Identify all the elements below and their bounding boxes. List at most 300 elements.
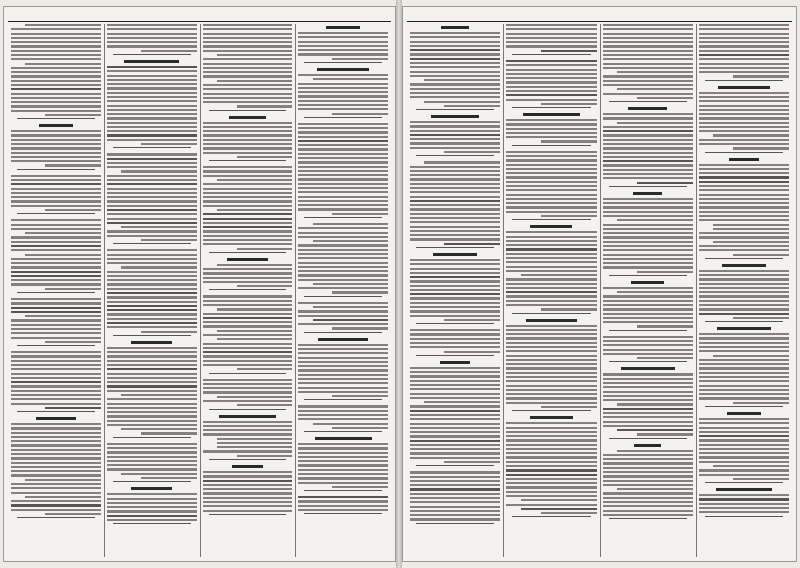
text-line — [203, 230, 293, 232]
notice-heading-band — [229, 116, 267, 119]
text-line — [410, 196, 500, 198]
notice-block — [603, 107, 693, 187]
text-line — [11, 200, 101, 202]
text-line — [107, 218, 197, 220]
text-line — [603, 501, 693, 503]
text-line — [107, 79, 197, 81]
text-line — [203, 484, 293, 486]
text-line — [506, 486, 596, 488]
text-line — [603, 84, 693, 86]
notice-heading-band — [530, 416, 573, 419]
notice-divider — [304, 399, 382, 400]
text-line — [699, 96, 789, 98]
text-line — [506, 119, 596, 121]
notice-heading-band — [621, 367, 675, 370]
notice-block — [11, 417, 101, 518]
text-line — [541, 512, 597, 514]
notice-divider — [512, 313, 590, 314]
text-line — [11, 183, 101, 185]
text-line — [603, 80, 693, 82]
text-line — [506, 422, 596, 424]
text-line — [107, 41, 197, 43]
text-line — [332, 427, 388, 429]
notice-block — [203, 415, 293, 461]
text-line — [506, 77, 596, 79]
text-line — [699, 202, 789, 204]
notice-heading-band — [727, 412, 761, 415]
notice-divider — [209, 110, 287, 111]
text-line — [203, 400, 293, 402]
text-line — [107, 390, 197, 392]
text-line — [410, 380, 500, 382]
text-line — [107, 407, 197, 409]
text-line — [203, 67, 293, 69]
text-line — [699, 456, 789, 458]
text-line — [203, 88, 293, 90]
text-line — [699, 333, 789, 335]
text-line — [506, 261, 596, 263]
text-line — [11, 262, 101, 264]
notice-block — [203, 379, 293, 410]
text-line — [107, 258, 197, 260]
text-line — [410, 88, 500, 90]
notice-heading-band — [441, 26, 468, 29]
text-line — [11, 377, 101, 379]
text-line — [603, 391, 693, 393]
text-line — [203, 226, 293, 228]
text-line — [141, 432, 197, 434]
text-line — [410, 170, 500, 172]
text-line — [11, 67, 101, 69]
text-line — [699, 308, 789, 310]
text-line — [332, 113, 388, 115]
text-line — [699, 461, 789, 463]
text-line — [506, 333, 596, 335]
text-line — [203, 281, 293, 283]
text-line — [11, 449, 101, 451]
notice-heading-band — [631, 281, 663, 284]
text-line — [506, 465, 596, 467]
text-line — [506, 176, 596, 178]
text-line — [603, 458, 693, 460]
text-line — [11, 236, 101, 238]
text-line — [217, 264, 292, 266]
notice-block — [699, 24, 789, 81]
text-line — [45, 513, 101, 515]
notice-block — [203, 258, 293, 291]
notice-divider — [416, 323, 494, 324]
text-line — [699, 54, 789, 56]
text-line — [506, 435, 596, 437]
text-line — [410, 514, 500, 516]
text-line — [506, 128, 596, 130]
text-line — [11, 50, 101, 52]
text-line — [298, 74, 388, 76]
notice-block — [298, 496, 388, 514]
text-line — [603, 113, 693, 115]
text-line — [506, 211, 596, 213]
text-line — [298, 36, 388, 38]
text-line — [107, 117, 197, 119]
notice-block — [11, 124, 101, 170]
notice-divider — [416, 155, 494, 156]
notice-divider — [113, 54, 191, 55]
text-line — [424, 401, 500, 403]
text-line — [410, 83, 500, 85]
notice-block — [11, 298, 101, 346]
text-line — [506, 60, 596, 62]
text-line — [699, 45, 789, 47]
text-line — [699, 507, 789, 509]
text-line — [699, 50, 789, 52]
notice-divider — [416, 247, 494, 248]
text-line — [203, 175, 293, 177]
text-line — [203, 488, 293, 490]
text-line — [217, 442, 292, 444]
text-line — [603, 258, 693, 260]
text-line — [603, 75, 693, 77]
text-line — [506, 244, 596, 246]
notice-divider — [705, 258, 783, 259]
text-line — [107, 109, 197, 111]
notice-heading-band — [716, 488, 771, 491]
notice-block — [298, 405, 388, 432]
text-line — [11, 139, 101, 141]
notice-block — [410, 115, 500, 156]
text-line — [298, 161, 388, 163]
text-line — [699, 117, 789, 119]
text-line — [603, 24, 693, 26]
text-line — [203, 433, 293, 435]
text-line — [203, 492, 293, 494]
text-line — [11, 385, 101, 387]
text-line — [410, 147, 500, 149]
text-line — [410, 388, 500, 390]
text-line — [410, 121, 500, 123]
text-line — [298, 482, 388, 484]
text-line — [617, 88, 693, 90]
notice-divider — [17, 292, 95, 293]
text-line — [107, 254, 197, 256]
text-line — [298, 344, 388, 346]
text-line — [506, 478, 596, 480]
text-line — [410, 166, 500, 168]
notice-divider — [209, 514, 287, 515]
text-line — [203, 75, 293, 77]
text-line — [107, 313, 197, 315]
text-line — [203, 122, 293, 124]
text-line — [203, 58, 293, 60]
text-line — [11, 241, 101, 243]
text-line — [603, 505, 693, 507]
text-line — [11, 403, 101, 405]
text-line — [11, 462, 101, 464]
text-line — [203, 277, 293, 279]
text-line — [107, 183, 197, 185]
text-line — [121, 226, 196, 228]
text-line — [699, 511, 789, 513]
text-line — [45, 209, 101, 211]
text-line — [410, 435, 500, 437]
text-line — [699, 189, 789, 191]
text-line — [11, 258, 101, 260]
text-line — [506, 300, 596, 302]
text-line — [506, 45, 596, 47]
text-line — [713, 355, 789, 357]
text-line — [313, 78, 388, 80]
text-line — [506, 33, 596, 35]
text-line — [699, 168, 789, 170]
text-line — [203, 391, 293, 393]
text-line — [298, 140, 388, 142]
text-line — [410, 306, 500, 308]
text-line — [603, 344, 693, 346]
text-line — [25, 315, 100, 317]
notice-divider — [113, 243, 191, 244]
text-line — [107, 318, 197, 320]
notice-heading-band — [227, 258, 268, 261]
text-line — [410, 187, 500, 189]
notice-block — [298, 223, 388, 297]
text-line — [107, 271, 197, 273]
notice-divider — [416, 465, 494, 466]
notice-block — [410, 329, 500, 356]
text-line — [298, 477, 388, 479]
text-line — [699, 71, 789, 73]
text-line — [603, 313, 693, 315]
text-line — [11, 275, 101, 277]
text-column — [505, 24, 597, 557]
text-line — [699, 363, 789, 365]
text-line — [603, 41, 693, 43]
text-line — [410, 518, 500, 520]
text-line — [107, 75, 197, 77]
text-line — [521, 499, 597, 501]
text-line — [298, 49, 388, 51]
text-line — [107, 126, 197, 128]
text-line — [410, 452, 500, 454]
text-line — [506, 482, 596, 484]
text-line — [637, 357, 693, 359]
text-line — [506, 431, 596, 433]
text-line — [506, 202, 596, 204]
text-line — [699, 498, 789, 500]
text-line — [506, 28, 596, 30]
text-line — [107, 309, 197, 311]
text-line — [603, 156, 693, 158]
text-line — [11, 179, 101, 181]
text-line — [11, 130, 101, 132]
text-line — [11, 509, 101, 511]
text-line — [603, 421, 693, 423]
text-line — [11, 45, 101, 47]
text-line — [107, 130, 197, 132]
notice-divider — [416, 109, 494, 110]
text-line — [424, 101, 500, 103]
notice-divider — [209, 252, 287, 253]
text-line — [410, 66, 500, 68]
text-line — [699, 33, 789, 35]
text-line — [203, 480, 293, 482]
text-line — [11, 360, 101, 362]
text-line — [506, 94, 596, 96]
text-line — [203, 425, 293, 427]
text-line — [332, 291, 388, 293]
text-line — [410, 493, 500, 495]
text-line — [217, 338, 292, 340]
text-line — [603, 287, 693, 289]
text-line — [410, 440, 500, 442]
text-line — [699, 304, 789, 306]
text-line — [506, 168, 596, 170]
text-line — [603, 514, 693, 516]
text-line — [11, 328, 101, 330]
text-line — [506, 231, 596, 233]
text-line — [603, 353, 693, 355]
text-line — [203, 475, 293, 477]
text-line — [603, 471, 693, 473]
notice-heading-band — [530, 225, 572, 228]
text-line — [298, 144, 388, 146]
text-line — [506, 427, 596, 429]
text-line — [203, 126, 293, 128]
text-line — [298, 473, 388, 475]
text-line — [203, 295, 293, 297]
text-line — [11, 332, 101, 334]
notice-divider — [304, 490, 382, 491]
text-line — [410, 204, 500, 206]
text-line — [699, 380, 789, 382]
text-line — [107, 456, 197, 458]
text-line — [713, 228, 789, 230]
text-line — [410, 484, 500, 486]
text-line — [603, 321, 693, 323]
text-line — [699, 130, 789, 132]
text-line — [298, 257, 388, 259]
notice-block — [298, 302, 388, 333]
text-line — [506, 325, 596, 327]
text-line — [298, 91, 388, 93]
text-line — [298, 348, 388, 350]
notice-heading-band — [628, 107, 667, 110]
text-line — [410, 272, 500, 274]
notice-block — [699, 264, 789, 322]
text-line — [141, 239, 197, 241]
text-line — [699, 342, 789, 344]
text-line — [603, 232, 693, 234]
text-line — [11, 219, 101, 221]
notice-block — [11, 351, 101, 412]
text-line — [11, 307, 101, 309]
text-line — [410, 346, 500, 348]
notice-block — [699, 327, 789, 407]
text-line — [298, 200, 388, 202]
text-line — [506, 172, 596, 174]
text-line — [237, 368, 293, 370]
text-line — [699, 389, 789, 391]
text-line — [11, 351, 101, 353]
text-line — [699, 359, 789, 361]
text-line — [637, 182, 693, 184]
text-line — [424, 161, 500, 163]
text-line — [603, 336, 693, 338]
text-line — [298, 208, 388, 210]
text-line — [107, 326, 197, 328]
text-line — [699, 92, 789, 94]
text-line — [506, 151, 596, 153]
text-line — [603, 63, 693, 65]
text-line — [203, 152, 293, 154]
text-line — [603, 340, 693, 342]
text-line — [298, 100, 388, 102]
text-line — [203, 383, 293, 385]
text-line — [298, 500, 388, 502]
text-line — [107, 493, 197, 495]
notice-divider — [304, 117, 382, 118]
text-line — [11, 58, 101, 60]
text-line — [11, 71, 101, 73]
text-line — [603, 317, 693, 319]
text-line — [424, 79, 500, 81]
text-line — [410, 444, 500, 446]
text-line — [603, 395, 693, 397]
notice-divider — [113, 147, 191, 148]
notice-divider — [705, 482, 783, 483]
text-line — [410, 397, 500, 399]
text-line — [410, 226, 500, 228]
text-line — [298, 505, 388, 507]
text-line — [298, 95, 388, 97]
text-line — [217, 396, 292, 398]
text-line — [298, 452, 388, 454]
text-line — [603, 241, 693, 243]
text-line — [203, 183, 293, 185]
text-line — [410, 62, 500, 64]
right-page-header — [407, 9, 792, 22]
text-line — [699, 194, 789, 196]
text-line — [11, 504, 101, 506]
text-line — [603, 28, 693, 30]
text-line — [699, 105, 789, 107]
text-line — [603, 266, 693, 268]
notice-block — [298, 68, 388, 118]
text-line — [107, 100, 197, 102]
text-line — [11, 224, 101, 226]
text-line — [603, 33, 693, 35]
text-line — [313, 223, 388, 225]
text-line — [203, 139, 293, 141]
text-line — [203, 93, 293, 95]
text-line — [603, 425, 693, 427]
text-line — [298, 279, 388, 281]
text-line — [617, 219, 693, 221]
notice-block — [410, 361, 500, 466]
text-line — [313, 423, 388, 425]
notice-heading-band — [315, 437, 372, 440]
text-line — [617, 122, 693, 124]
text-line — [506, 257, 596, 259]
notice-divider — [705, 516, 783, 517]
text-line — [603, 497, 693, 499]
text-line — [506, 474, 596, 476]
notice-divider — [705, 321, 783, 322]
right-page — [402, 6, 797, 562]
text-line — [11, 373, 101, 375]
notice-block — [603, 336, 693, 363]
text-line — [699, 350, 789, 352]
text-line — [506, 185, 596, 187]
text-line — [11, 143, 101, 145]
